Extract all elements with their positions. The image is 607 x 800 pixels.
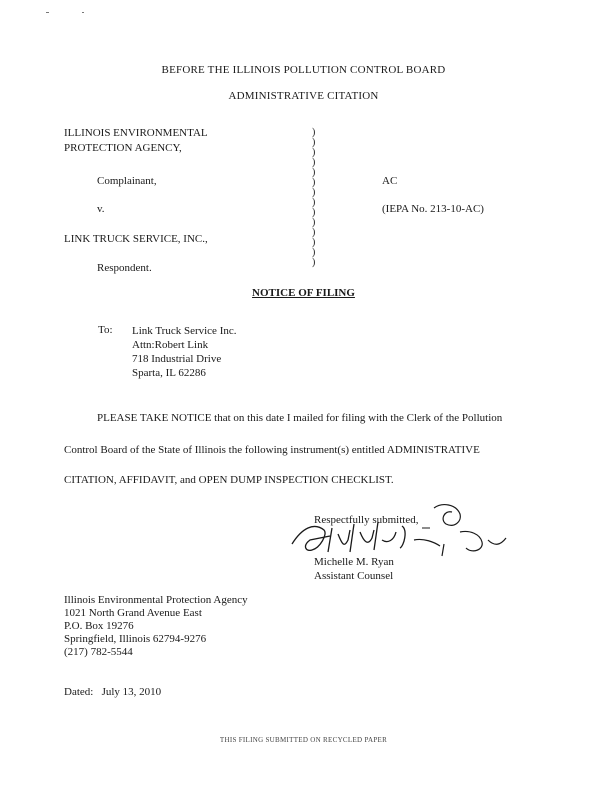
- dated-line: Dated: July 13, 2010: [64, 686, 162, 698]
- address-line: 718 Industrial Drive: [132, 353, 222, 365]
- agency-line: 1021 North Grand Avenue East: [64, 607, 202, 619]
- agency-line: (217) 782-5544: [64, 646, 133, 658]
- signer-title: Assistant Counsel: [314, 570, 394, 582]
- complainant-name-line1: ILLINOIS ENVIRONMENTAL: [64, 127, 208, 139]
- agency-line: Illinois Environmental Protection Agency: [64, 594, 248, 606]
- complainant-name-line2: PROTECTION AGENCY,: [64, 142, 182, 154]
- to-label: To:: [98, 324, 113, 336]
- scan-mark: [46, 12, 49, 13]
- case-number: AC: [382, 175, 398, 187]
- signer-name: Michelle M. Ryan: [314, 556, 394, 568]
- recycled-paper-footer: THIS FILING SUBMITTED ON RECYCLED PAPER: [219, 736, 388, 744]
- address-line: Link Truck Service Inc.: [132, 325, 237, 337]
- scan-mark: [82, 12, 84, 13]
- versus-label: v.: [97, 203, 105, 215]
- board-heading: BEFORE THE ILLINOIS POLLUTION CONTROL BOARD: [161, 64, 446, 76]
- agency-address-block: [64, 594, 248, 659]
- agency-line: P.O. Box 19276: [64, 620, 134, 632]
- agency-line: Springfield, Illinois 62794-9276: [64, 633, 207, 645]
- recipient-address: [132, 324, 236, 380]
- notice-body-line: Control Board of the State of Illinois the following instrument(s) entitled ADMINISTRATIVE: [64, 444, 480, 456]
- notice-body-line: PLEASE TAKE NOTICE that on this date I mailed for filing with the Clerk of the Pollution: [97, 412, 503, 424]
- caption-paren-column: ) ) ) ) ) ) ) ) ) ) ) ) ) ): [312, 127, 316, 268]
- address-line: Attn:Robert Link: [132, 339, 209, 351]
- handwritten-signature: [284, 500, 524, 562]
- notice-title: NOTICE OF FILING: [252, 287, 355, 299]
- complainant-role: Complainant,: [97, 175, 157, 187]
- respondent-name: LINK TRUCK SERVICE, INC.,: [64, 233, 208, 245]
- iepa-number: (IEPA No. 213-10-AC): [382, 203, 484, 215]
- address-line: Sparta, IL 62286: [132, 367, 206, 379]
- notice-body-line: CITATION, AFFIDAVIT, and OPEN DUMP INSPECTION CHECKLIST.: [64, 474, 394, 486]
- closing-text: Respectfully submitted,: [314, 514, 419, 526]
- respondent-role: Respondent.: [97, 262, 152, 274]
- citation-heading: ADMINISTRATIVE CITATION: [228, 90, 379, 102]
